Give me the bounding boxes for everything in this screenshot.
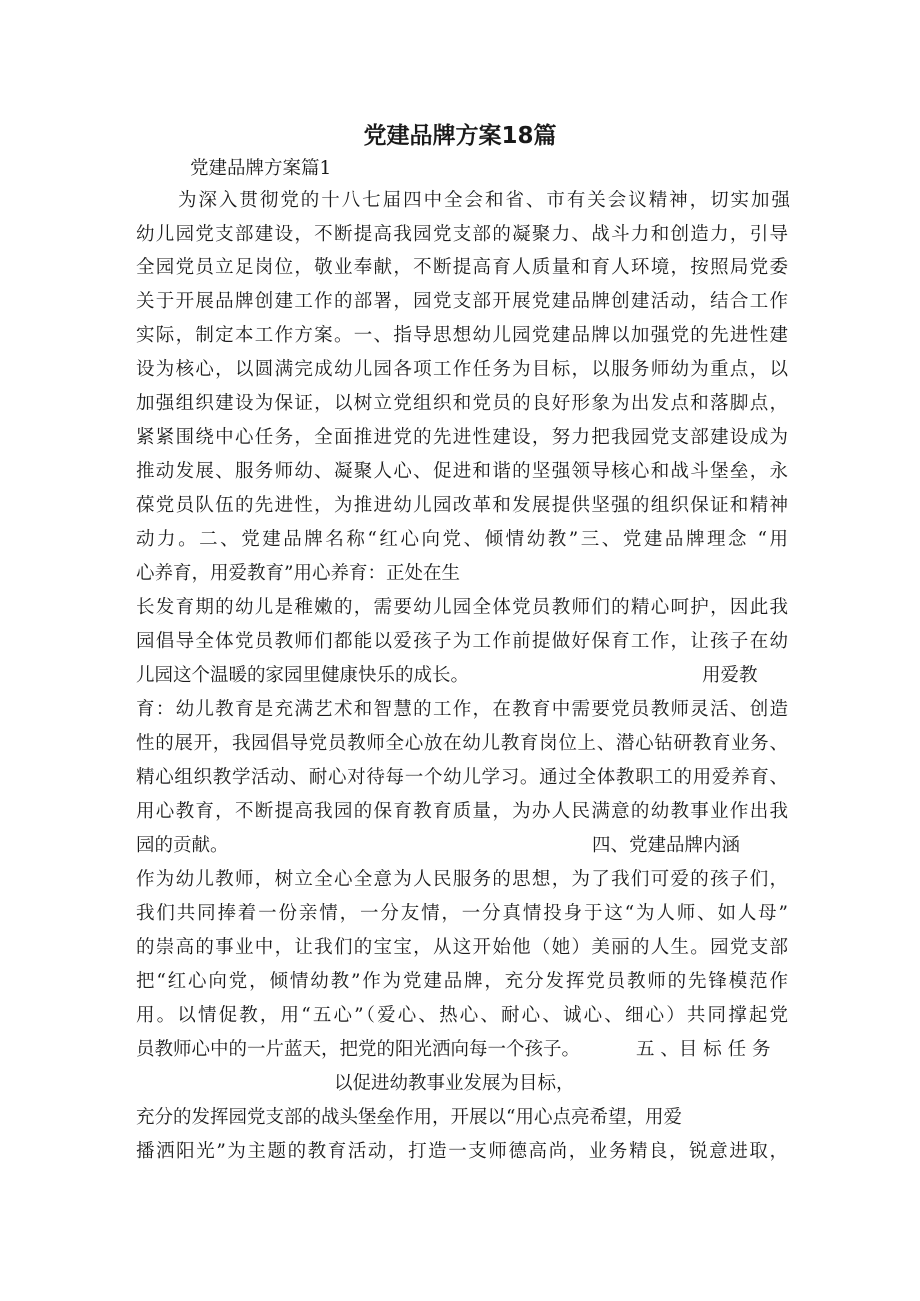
paragraph-line: 我们共同捧着一份亲情，一分友情，一分真情投身于这“为人师、如人母” (136, 903, 788, 924)
paragraph-line: 用心教育，不断提高我园的保育教育质量，为办人民满意的幼教事业作出我 (136, 801, 788, 822)
paragraph-line: 育：幼儿教育是充满艺术和智慧的工作，在教育中需要党员教师灵活、创造 (136, 699, 788, 720)
paragraph-line: 葆党员队伍的先进性，为推进幼儿园改革和发展提供坚强的组织保证和精神 (136, 495, 788, 516)
paragraph-line: 动力。二、党建品牌名称“红心向党、倾情幼教”三、党建品牌理念 “用 (136, 529, 788, 550)
paragraph-line: 心养育，用爱教育”用心养育：正处在生 (136, 563, 460, 584)
paragraph-line: 用。以情促教，用“五心”（爱心、热心、耐心、诚心、细心）共同撑起党 (136, 1005, 788, 1026)
section-subtitle: 党建品牌方案篇1 (190, 158, 332, 179)
paragraph-line: 性的展开，我园倡导党员教师全心放在幼儿教育岗位上、潜心钻研教育业务、 (136, 733, 788, 754)
paragraph-line: 儿园这个温暖的家园里健康快乐的成长。 (136, 665, 470, 686)
paragraph-line: 精心组织教学活动、耐心对待每一个幼儿学习。通过全体教职工的用爱养育、 (136, 767, 788, 788)
paragraph-line: 推动发展、服务师幼、凝聚人心、促进和谐的坚强领导核心和战斗堡垒，永 (136, 461, 788, 482)
section-heading: 四、党建品牌内涵 (592, 835, 741, 856)
paragraph-line: 员教师心中的一片蓝天，把党的阳光洒向每一个孩子。 (136, 1039, 581, 1060)
paragraph-line: 园的贡献。 (136, 835, 229, 856)
paragraph-line: 实际，制定本工作方案。一、指导思想幼儿园党建品牌以加强党的先进性建 (136, 325, 788, 346)
paragraph-line: 把“红心向党，倾情幼教”作为党建品牌，充分发挥党员教师的先锋模范作 (136, 971, 788, 992)
paragraph-line: 全园党员立足岗位，敬业奉献，不断提高育人质量和育人环境，按照局党委 (136, 257, 788, 278)
paragraph-line: 播洒阳光”为主题的教育活动，打造一支师德高尚，业务精良，锐意进取， (136, 1141, 788, 1162)
section-heading: 五 、目 标 任 务 (636, 1039, 771, 1060)
paragraph-line: 作为幼儿教师，树立全心全意为人民服务的思想，为了我们可爱的孩子们， (136, 869, 788, 890)
document-title: 党建品牌方案18篇 (363, 123, 557, 149)
paragraph-line: 关于开展品牌创建工作的部署，园党支部开展党建品牌创建活动，结合工作 (136, 291, 788, 312)
paragraph-line: 幼儿园党支部建设，不断提高我园党支部的凝聚力、战斗力和创造力，引导 (136, 224, 788, 245)
paragraph-line: 为深入贯彻党的十八七届四中全会和省、市有关会议精神，切实加强 (178, 190, 790, 211)
paragraph-line: 的崇高的事业中，让我们的宝宝，从这开始他（她）美丽的人生。园党支部 (136, 937, 788, 958)
paragraph-line: 以促进幼教事业发展为目标， (334, 1073, 575, 1094)
paragraph-line: 充分的发挥园党支部的战头堡垒作用，开展以“用心点亮希望，用爱 (136, 1107, 682, 1128)
paragraph-line: 设为核心，以圆满完成幼儿园各项工作任务为目标，以服务师幼为重点，以 (136, 359, 788, 380)
paragraph-line: 加强组织建设为保证，以树立党组织和党员的良好形象为出发点和落脚点， (136, 393, 788, 414)
paragraph-line: 园倡导全体党员教师们都能以爱孩子为工作前提做好保育工作，让孩子在幼 (136, 631, 788, 652)
paragraph-line: 用爱教 (702, 665, 758, 686)
paragraph-line: 长发育期的幼儿是稚嫩的，需要幼儿园全体党员教师们的精心呵护，因此我 (136, 597, 788, 618)
paragraph-line: 紧紧围绕中心任务，全面推进党的先进性建设，努力把我园党支部建设成为 (136, 427, 788, 448)
